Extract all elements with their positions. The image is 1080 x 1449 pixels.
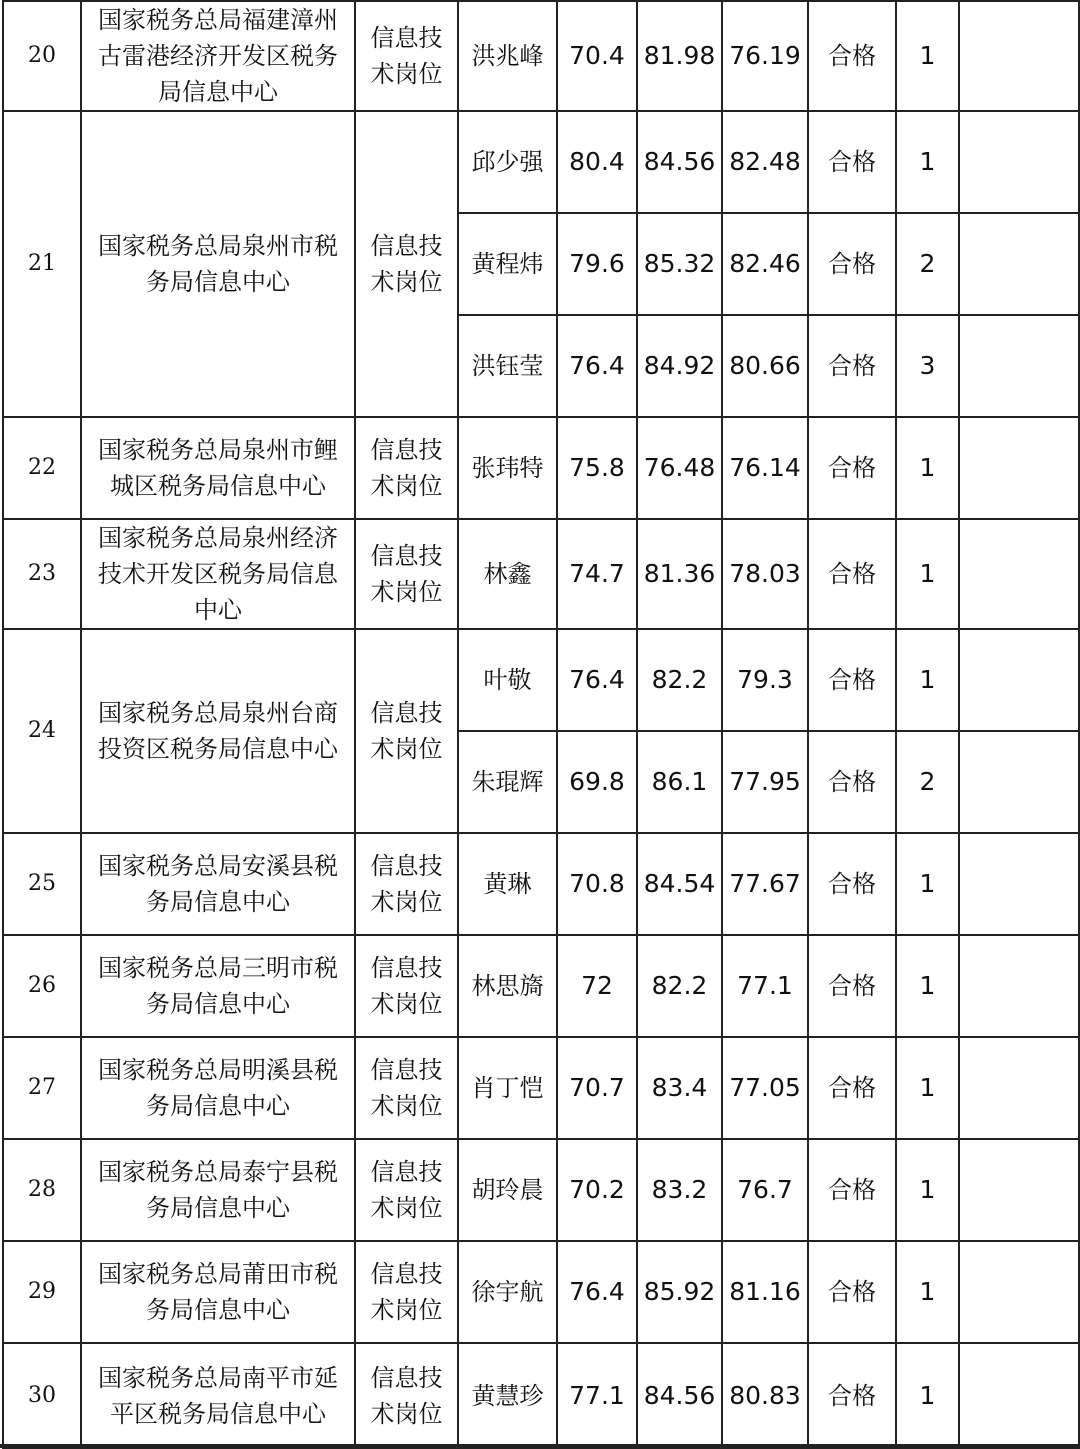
result-status: 合格 bbox=[808, 315, 896, 417]
total-score: 77.95 bbox=[722, 731, 808, 833]
row-number: 26 bbox=[3, 935, 81, 1037]
unit-name: 国家税务总局福建漳州古雷港经济开发区税务局信息中心 bbox=[81, 1, 355, 111]
interview-score: 84.92 bbox=[637, 315, 722, 417]
table-row bbox=[3, 629, 1079, 731]
total-score: 80.83 bbox=[722, 1343, 808, 1448]
total-score: 80.66 bbox=[722, 315, 808, 417]
written-score: 72 bbox=[557, 935, 637, 1037]
post-name: 信息技术岗位 bbox=[355, 1139, 458, 1241]
total-score: 76.14 bbox=[722, 417, 808, 519]
candidate-name: 朱琨辉 bbox=[458, 731, 557, 833]
total-score: 79.3 bbox=[722, 629, 808, 731]
rank: 1 bbox=[896, 1, 959, 111]
candidate-name: 黄琳 bbox=[458, 833, 557, 935]
total-score: 82.46 bbox=[722, 213, 808, 315]
result-status: 合格 bbox=[808, 1139, 896, 1241]
interview-score: 84.56 bbox=[637, 1343, 722, 1448]
interview-score: 85.92 bbox=[637, 1241, 722, 1343]
candidate-name: 叶敬 bbox=[458, 629, 557, 731]
unit-name: 国家税务总局泉州市税务局信息中心 bbox=[81, 111, 355, 417]
row-number: 21 bbox=[3, 111, 81, 417]
interview-score: 76.48 bbox=[637, 417, 722, 519]
note bbox=[959, 935, 1079, 1037]
table-bottom-border bbox=[0, 1444, 1080, 1448]
candidate-name: 徐宇航 bbox=[458, 1241, 557, 1343]
rank: 1 bbox=[896, 1241, 959, 1343]
interview-score: 84.56 bbox=[637, 111, 722, 213]
unit-name: 国家税务总局泉州经济技术开发区税务局信息中心 bbox=[81, 519, 355, 629]
note bbox=[959, 417, 1079, 519]
unit-name: 国家税务总局明溪县税务局信息中心 bbox=[81, 1037, 355, 1139]
written-score: 70.7 bbox=[557, 1037, 637, 1139]
result-status: 合格 bbox=[808, 1037, 896, 1139]
candidate-name: 邱少强 bbox=[458, 111, 557, 213]
total-score: 81.16 bbox=[722, 1241, 808, 1343]
note bbox=[959, 519, 1079, 629]
note bbox=[959, 731, 1079, 833]
interview-score: 83.4 bbox=[637, 1037, 722, 1139]
candidate-name: 黄程炜 bbox=[458, 213, 557, 315]
rank: 1 bbox=[896, 629, 959, 731]
table-row bbox=[3, 1241, 1079, 1343]
interview-score: 83.2 bbox=[637, 1139, 722, 1241]
result-status: 合格 bbox=[808, 1241, 896, 1343]
written-score: 76.4 bbox=[557, 1241, 637, 1343]
result-status: 合格 bbox=[808, 417, 896, 519]
note bbox=[959, 1241, 1079, 1343]
rank: 1 bbox=[896, 935, 959, 1037]
candidate-name: 林鑫 bbox=[458, 519, 557, 629]
unit-name: 国家税务总局泉州市鲤城区税务局信息中心 bbox=[81, 417, 355, 519]
result-status: 合格 bbox=[808, 1343, 896, 1448]
post-name: 信息技术岗位 bbox=[355, 1, 458, 111]
written-score: 79.6 bbox=[557, 213, 637, 315]
row-number: 28 bbox=[3, 1139, 81, 1241]
result-status: 合格 bbox=[808, 731, 896, 833]
interview-score: 81.98 bbox=[637, 1, 722, 111]
note bbox=[959, 833, 1079, 935]
candidate-name: 林思旖 bbox=[458, 935, 557, 1037]
total-score: 76.19 bbox=[722, 1, 808, 111]
rank: 1 bbox=[896, 519, 959, 629]
result-status: 合格 bbox=[808, 629, 896, 731]
table-row bbox=[3, 935, 1079, 1037]
unit-name: 国家税务总局三明市税务局信息中心 bbox=[81, 935, 355, 1037]
note bbox=[959, 1139, 1079, 1241]
interview-score: 84.54 bbox=[637, 833, 722, 935]
post-name: 信息技术岗位 bbox=[355, 417, 458, 519]
written-score: 70.8 bbox=[557, 833, 637, 935]
table-row bbox=[3, 1343, 1079, 1448]
written-score: 69.8 bbox=[557, 731, 637, 833]
table-row bbox=[3, 519, 1079, 629]
written-score: 76.4 bbox=[557, 315, 637, 417]
interview-score: 81.36 bbox=[637, 519, 722, 629]
written-score: 80.4 bbox=[557, 111, 637, 213]
result-status: 合格 bbox=[808, 935, 896, 1037]
interview-score: 82.2 bbox=[637, 629, 722, 731]
total-score: 77.67 bbox=[722, 833, 808, 935]
result-status: 合格 bbox=[808, 1, 896, 111]
candidate-name: 张玮特 bbox=[458, 417, 557, 519]
post-name: 信息技术岗位 bbox=[355, 629, 458, 833]
rank: 1 bbox=[896, 833, 959, 935]
note bbox=[959, 1037, 1079, 1139]
table-row bbox=[3, 1037, 1079, 1139]
written-score: 75.8 bbox=[557, 417, 637, 519]
row-number: 27 bbox=[3, 1037, 81, 1139]
written-score: 70.4 bbox=[557, 1, 637, 111]
written-score: 77.1 bbox=[557, 1343, 637, 1448]
row-number: 29 bbox=[3, 1241, 81, 1343]
interview-score: 82.2 bbox=[637, 935, 722, 1037]
note bbox=[959, 315, 1079, 417]
row-number: 30 bbox=[3, 1343, 81, 1448]
note bbox=[959, 111, 1079, 213]
total-score: 76.7 bbox=[722, 1139, 808, 1241]
candidate-name: 洪钰莹 bbox=[458, 315, 557, 417]
table-row bbox=[3, 833, 1079, 935]
post-name: 信息技术岗位 bbox=[355, 833, 458, 935]
candidate-name: 黄慧珍 bbox=[458, 1343, 557, 1448]
rank: 1 bbox=[896, 417, 959, 519]
note bbox=[959, 1343, 1079, 1448]
rank: 1 bbox=[896, 1037, 959, 1139]
rank: 1 bbox=[896, 1343, 959, 1448]
result-status: 合格 bbox=[808, 519, 896, 629]
unit-name: 国家税务总局泉州台商投资区税务局信息中心 bbox=[81, 629, 355, 833]
note bbox=[959, 213, 1079, 315]
result-status: 合格 bbox=[808, 111, 896, 213]
total-score: 82.48 bbox=[722, 111, 808, 213]
results-table bbox=[2, 0, 1080, 1449]
row-number: 20 bbox=[3, 1, 81, 111]
total-score: 78.03 bbox=[722, 519, 808, 629]
candidate-name: 洪兆峰 bbox=[458, 1, 557, 111]
unit-name: 国家税务总局南平市延平区税务局信息中心 bbox=[81, 1343, 355, 1448]
written-score: 74.7 bbox=[557, 519, 637, 629]
row-number: 24 bbox=[3, 629, 81, 833]
total-score: 77.1 bbox=[722, 935, 808, 1037]
post-name: 信息技术岗位 bbox=[355, 935, 458, 1037]
written-score: 76.4 bbox=[557, 629, 637, 731]
rank: 3 bbox=[896, 315, 959, 417]
unit-name: 国家税务总局泰宁县税务局信息中心 bbox=[81, 1139, 355, 1241]
rank: 1 bbox=[896, 1139, 959, 1241]
post-name: 信息技术岗位 bbox=[355, 111, 458, 417]
table-row bbox=[3, 1, 1079, 111]
written-score: 70.2 bbox=[557, 1139, 637, 1241]
interview-score: 86.1 bbox=[637, 731, 722, 833]
row-number: 22 bbox=[3, 417, 81, 519]
row-number: 23 bbox=[3, 519, 81, 629]
row-number: 25 bbox=[3, 833, 81, 935]
result-status: 合格 bbox=[808, 213, 896, 315]
rank: 1 bbox=[896, 111, 959, 213]
post-name: 信息技术岗位 bbox=[355, 1343, 458, 1448]
note bbox=[959, 629, 1079, 731]
candidate-name: 肖丁恺 bbox=[458, 1037, 557, 1139]
post-name: 信息技术岗位 bbox=[355, 1241, 458, 1343]
total-score: 77.05 bbox=[722, 1037, 808, 1139]
table-row bbox=[3, 1139, 1079, 1241]
rank: 2 bbox=[896, 213, 959, 315]
unit-name: 国家税务总局安溪县税务局信息中心 bbox=[81, 833, 355, 935]
post-name: 信息技术岗位 bbox=[355, 1037, 458, 1139]
post-name: 信息技术岗位 bbox=[355, 519, 458, 629]
table-row bbox=[3, 417, 1079, 519]
candidate-name: 胡玲晨 bbox=[458, 1139, 557, 1241]
note bbox=[959, 1, 1079, 111]
table-row bbox=[3, 111, 1079, 213]
result-status: 合格 bbox=[808, 833, 896, 935]
rank: 2 bbox=[896, 731, 959, 833]
unit-name: 国家税务总局莆田市税务局信息中心 bbox=[81, 1241, 355, 1343]
interview-score: 85.32 bbox=[637, 213, 722, 315]
